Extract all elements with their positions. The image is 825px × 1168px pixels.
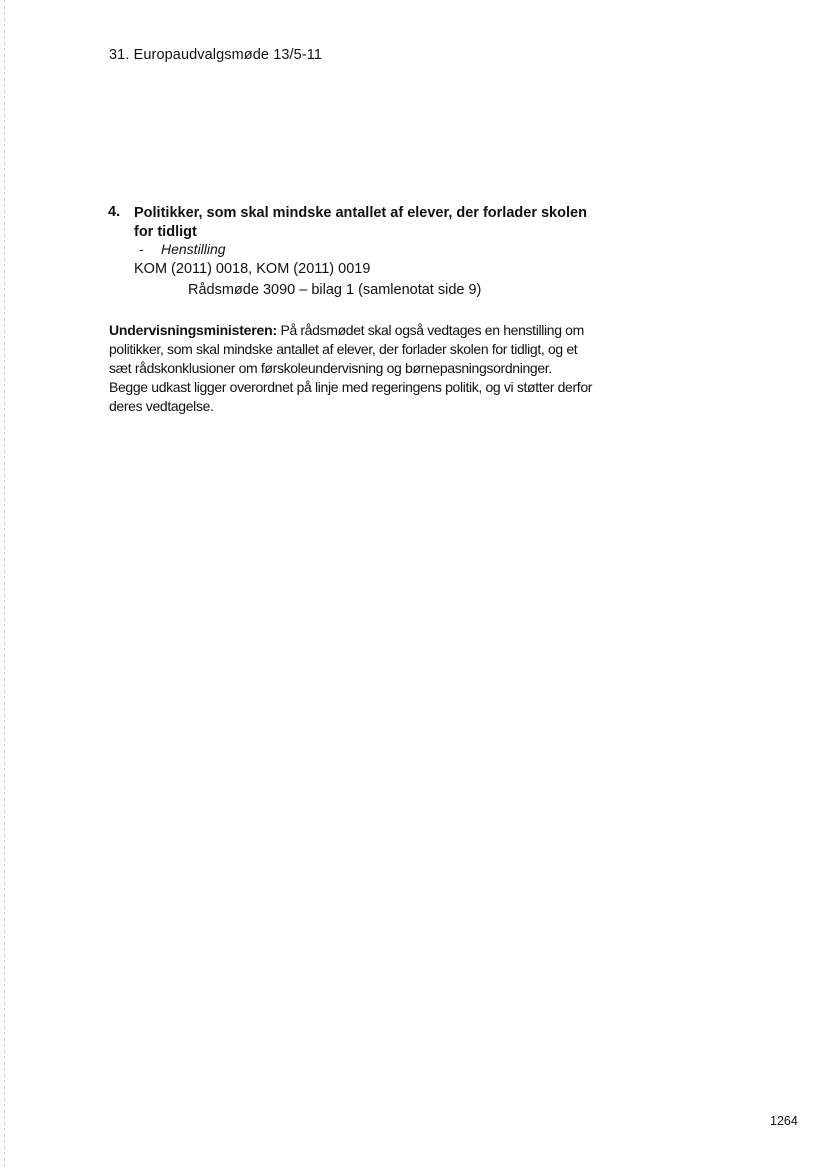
statement-text-1: På rådsmødet skal også vedtages en henstilling om politikker, som skal mindske antallet af elever, der forlader skolen for tidligt, og et sæt rådskonklusioner om førskoleundervisning og børnepasningsordninger.	[109, 322, 584, 376]
agenda-item-title: Politikker, som skal mindske antallet af elever, der forlader skolen for tidligt	[134, 205, 587, 240]
statement-paragraph-2: Begge udkast ligger overordnet på linje med regeringens politik, og vi støtter derfor deres vedtagelse.	[109, 379, 593, 414]
page-number: 1264	[770, 1114, 798, 1128]
agenda-item-type	[139, 241, 226, 257]
speaker-name: Undervisningsministeren:	[109, 322, 277, 338]
agenda-item-dash: -	[139, 241, 144, 257]
meeting-header: 31. Europaudvalgsmøde 13/5-11	[109, 47, 323, 63]
statement-paragraph-1	[109, 321, 595, 378]
council-meeting-reference: Rådsmøde 3090 – bilag 1 (samlenotat side 9)	[188, 282, 482, 298]
agenda-item-type-label: Henstilling	[161, 241, 226, 257]
document-references: KOM (2011) 0018, KOM (2011) 0019	[134, 261, 371, 277]
agenda-item-number: 4.	[108, 204, 121, 220]
minister-statement	[109, 321, 595, 416]
scan-edge-line	[4, 0, 5, 1168]
